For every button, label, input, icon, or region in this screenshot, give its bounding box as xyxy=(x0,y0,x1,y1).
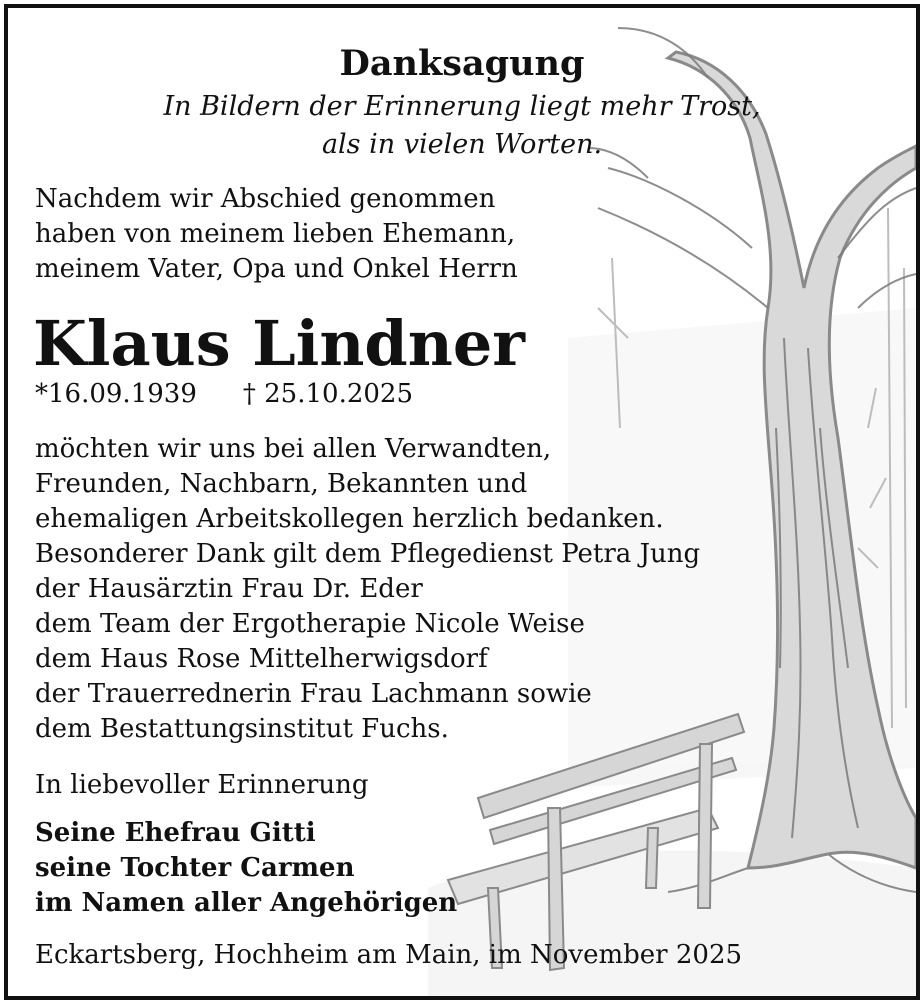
intro-line: haben von meinem lieben Ehemann, xyxy=(35,219,516,249)
thanks-line: dem Bestattungsinstitut Fuchs. xyxy=(35,714,449,744)
life-dates xyxy=(35,377,413,412)
intro-text xyxy=(35,182,518,287)
death-date: † 25.10.2025 xyxy=(242,379,414,409)
thanks-line: der Trauerrednerin Frau Lachmann sowie xyxy=(35,679,592,709)
notice-title: Danksagung xyxy=(339,43,585,84)
signer-line: seine Tochter Carmen xyxy=(35,853,355,883)
thanks-line: dem Team der Ergotherapie Nicole Weise xyxy=(35,609,585,639)
deceased-name: Klaus Lindner xyxy=(33,307,525,380)
motto-line: In Bildern der Erinnerung liegt mehr Trost, xyxy=(163,91,761,122)
sign-intro: In liebevoller Erinnerung xyxy=(35,770,369,800)
motto xyxy=(8,88,916,164)
intro-line: Nachdem wir Abschied genommen xyxy=(35,184,496,214)
thanks-line: dem Haus Rose Mittelherwigsdorf xyxy=(35,644,488,674)
thanks-line: möchten wir uns bei allen Verwandten, xyxy=(35,434,552,464)
thanks-text xyxy=(35,432,700,747)
thanks-line: Besonderer Dank gilt dem Pflegedienst Petra Jung xyxy=(35,539,701,569)
place-and-date: Eckartsberg, Hochheim am Main, im November 2025 xyxy=(35,940,743,970)
thanks-line: Freunden, Nachbarn, Bekannten und xyxy=(35,469,528,499)
notice-content xyxy=(8,8,916,996)
birth-date: *16.09.1939 xyxy=(35,379,197,409)
signer-line: im Namen aller Angehörigen xyxy=(35,888,458,918)
motto-line: als in vielen Worten. xyxy=(321,129,603,160)
intro-line: meinem Vater, Opa und Onkel Herrn xyxy=(35,254,518,284)
notice-frame xyxy=(4,4,920,1000)
thanks-line: ehemaligen Arbeitskollegen herzlich bedanken. xyxy=(35,504,664,534)
signer-line: Seine Ehefrau Gitti xyxy=(35,818,316,848)
signers xyxy=(35,816,457,921)
thanks-line: der Hausärztin Frau Dr. Eder xyxy=(35,574,423,604)
